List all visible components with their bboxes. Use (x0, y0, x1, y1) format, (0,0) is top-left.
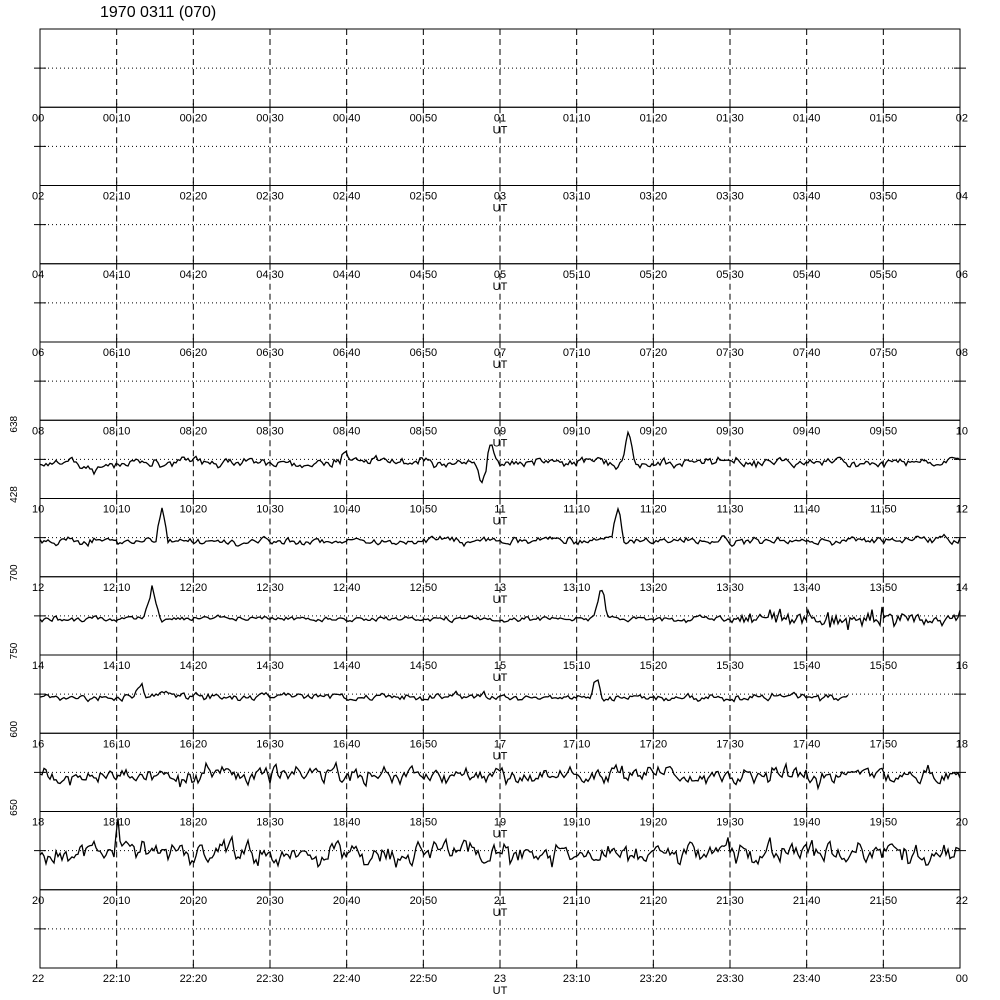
tick-label: 23:20 (639, 973, 668, 985)
tick-label: 02 (955, 112, 968, 125)
tick-label: 15:10 (562, 660, 591, 672)
tick-label: 09:20 (639, 425, 668, 438)
tick-label: 15:40 (792, 660, 821, 672)
tick-label: 06:40 (332, 347, 361, 359)
tick-label: 05:10 (562, 268, 591, 281)
tick-label: 19:40 (792, 816, 821, 829)
tick-label: 09:40 (792, 425, 821, 438)
tick-label: 02:20 (179, 190, 208, 203)
xaxis-label: UT (492, 124, 508, 137)
tick-label: 05:20 (639, 268, 668, 281)
tick-label: 03:50 (869, 190, 898, 203)
tick-label: 12:30 (256, 581, 284, 594)
tick-label: 00:50 (409, 112, 438, 125)
tick-label: 06:20 (179, 347, 208, 359)
tick-label: 08 (955, 347, 968, 359)
tick-label: 12 (955, 503, 968, 516)
tick-label: 20:50 (409, 894, 438, 907)
xaxis-label: UT (492, 906, 508, 919)
tick-label: 11 (494, 503, 506, 516)
tick-label: 07:10 (562, 347, 591, 359)
tick-label: 22:10 (102, 973, 131, 985)
tick-label: 16 (955, 660, 968, 672)
tick-label: 12:50 (409, 581, 438, 594)
tick-label: 20:40 (332, 894, 361, 907)
tick-label: 08:50 (409, 425, 438, 438)
tick-label: 23 (493, 973, 507, 985)
tick-label: 19:50 (869, 816, 898, 829)
tick-label: 01 (493, 112, 507, 125)
tick-label: 22 (32, 973, 45, 985)
tick-label: 04:40 (332, 268, 361, 281)
tick-label: 01:50 (869, 112, 898, 125)
tick-label: 02:40 (332, 190, 361, 203)
xaxis-label: UT (492, 985, 508, 997)
tick-label: 21:10 (562, 894, 591, 907)
tick-label: 20:20 (179, 894, 208, 907)
tick-label: 15:50 (869, 660, 898, 672)
tick-label: 03 (493, 190, 507, 203)
ytick-label: 700 (9, 564, 20, 582)
tick-label: 05:30 (716, 268, 744, 281)
tick-label: 02:50 (409, 190, 438, 203)
tick-label: 23:50 (869, 973, 898, 985)
tick-label: 22:30 (256, 973, 284, 985)
tick-label: 01:30 (716, 112, 744, 125)
tick-label: 09:50 (869, 425, 898, 438)
tick-label: 18:40 (332, 816, 361, 829)
tick-label: 11:30 (716, 503, 744, 516)
xaxis-label: UT (492, 672, 508, 684)
xaxis-label: UT (492, 750, 508, 763)
xaxis-label: UT (492, 593, 508, 606)
tick-label: 17:50 (869, 738, 898, 751)
tick-label: 08:40 (332, 425, 361, 438)
xaxis-label: UT (492, 515, 508, 528)
tick-label: 11:40 (793, 503, 821, 516)
tick-label: 06:10 (102, 347, 131, 359)
tick-label: 02 (32, 190, 45, 203)
tick-label: 20 (32, 894, 45, 907)
tick-label: 16:40 (332, 738, 361, 751)
tick-label: 00:40 (332, 112, 361, 125)
tick-label: 04 (32, 268, 45, 281)
tick-label: 19:10 (562, 816, 591, 829)
data-series-trace (40, 680, 848, 701)
tick-label: 16:30 (256, 738, 284, 751)
tick-label: 10 (955, 425, 968, 438)
tick-label: 02:30 (256, 190, 284, 203)
tick-label: 16:10 (102, 738, 131, 751)
tick-label: 11:10 (563, 503, 591, 516)
tick-label: 00 (32, 112, 45, 125)
tick-label: 22:20 (179, 973, 208, 985)
tick-label: 06:50 (409, 347, 438, 359)
ytick-label: 750 (9, 642, 20, 660)
tick-label: 17:10 (562, 738, 591, 751)
tick-label: 15:30 (716, 660, 744, 672)
tick-label: 02:10 (102, 190, 131, 203)
tick-label: 01:20 (639, 112, 668, 125)
tick-label: 09:10 (562, 425, 591, 438)
xaxis-label: UT (492, 828, 508, 841)
tick-label: 08:20 (179, 425, 208, 438)
tick-label: 07:40 (792, 347, 821, 359)
ytick-label: 650 (9, 799, 20, 816)
tick-label: 13:40 (792, 581, 821, 594)
tick-label: 21:20 (639, 894, 668, 907)
tick-label: 14:30 (256, 660, 284, 672)
tick-label: 14 (32, 660, 45, 672)
tick-label: 15 (493, 660, 507, 672)
tick-label: 17:40 (792, 738, 821, 751)
tick-label: 11:20 (639, 503, 667, 516)
tick-label: 10:20 (179, 503, 208, 516)
tick-label: 21:50 (869, 894, 898, 907)
tick-label: 03:30 (716, 190, 744, 203)
tick-label: 18:30 (256, 816, 284, 829)
tick-label: 13:30 (716, 581, 744, 594)
tick-label: 14:20 (179, 660, 208, 672)
tick-label: 12:20 (179, 581, 208, 594)
tick-label: 23:40 (792, 973, 821, 985)
tick-label: 07:20 (639, 347, 668, 359)
tick-label: 04:50 (409, 268, 438, 281)
tick-label: 19 (493, 816, 507, 829)
xaxis-label: UT (492, 202, 508, 215)
tick-label: 01:40 (792, 112, 821, 125)
tick-label: 19:30 (716, 816, 744, 829)
tick-label: 05:40 (792, 268, 821, 281)
tick-label: 00 (955, 973, 968, 985)
tick-label: 23:30 (716, 973, 744, 985)
tick-label: 05:50 (869, 268, 898, 281)
tick-label: 18:10 (102, 816, 131, 829)
tick-label: 10:10 (102, 503, 131, 516)
tick-label: 19:20 (639, 816, 668, 829)
tick-label: 14:50 (409, 660, 438, 672)
tick-label: 08:30 (256, 425, 284, 438)
tick-label: 04:30 (256, 268, 284, 281)
xaxis-label: UT (492, 280, 508, 293)
tick-label: 22:40 (332, 973, 361, 985)
tick-label: 07 (493, 347, 507, 359)
tick-label: 08:10 (102, 425, 131, 438)
tick-label: 03:40 (792, 190, 821, 203)
tick-label: 12 (32, 581, 45, 594)
chart-title: 1970 0311 (070) (100, 4, 217, 21)
tick-label: 20 (955, 816, 968, 829)
tick-label: 06:30 (256, 347, 284, 359)
tick-label: 21 (493, 894, 507, 907)
tick-label: 04:20 (179, 268, 208, 281)
tick-label: 12:40 (332, 581, 361, 594)
tick-label: 14:40 (332, 660, 361, 672)
tick-label: 21:40 (792, 894, 821, 907)
tick-label: 10:30 (256, 503, 284, 516)
tick-label: 15:20 (639, 660, 668, 672)
tick-label: 04:10 (102, 268, 131, 281)
ytick-label: 600 (9, 720, 20, 738)
tick-label: 18 (955, 738, 968, 751)
tick-label: 04 (955, 190, 968, 203)
tick-label: 00:10 (102, 112, 131, 125)
tick-label: 09 (493, 425, 507, 438)
tick-label: 10 (32, 503, 45, 516)
tick-label: 20:30 (256, 894, 284, 907)
tick-label: 12:10 (102, 581, 131, 594)
tick-label: 16:20 (179, 738, 208, 751)
tick-label: 07:50 (869, 347, 898, 359)
tick-label: 10:40 (332, 503, 361, 516)
tick-label: 14:10 (102, 660, 131, 672)
tick-label: 22:50 (409, 973, 438, 985)
tick-label: 07:30 (716, 347, 744, 359)
tick-label: 14 (955, 581, 968, 594)
tick-label: 17:20 (639, 738, 668, 751)
tick-label: 06 (32, 347, 45, 359)
tick-label: 00:20 (179, 112, 208, 125)
ytick-label: 428 (9, 486, 20, 503)
tick-label: 18 (32, 816, 45, 829)
tick-label: 03:20 (639, 190, 668, 203)
tick-label: 17:30 (716, 738, 744, 751)
tick-label: 03:10 (562, 190, 591, 203)
tick-label: 18:50 (409, 816, 438, 829)
tick-label: 00:30 (256, 112, 284, 125)
tick-label: 08 (32, 425, 45, 438)
xaxis-label: UT (492, 437, 508, 450)
tick-label: 13 (493, 581, 507, 594)
tick-label: 18:20 (179, 816, 208, 829)
tick-label: 09:30 (716, 425, 744, 438)
tick-label: 13:10 (562, 581, 591, 594)
tick-label: 20:10 (102, 894, 131, 907)
xaxis-label: UT (492, 359, 508, 371)
tick-label: 10:50 (409, 503, 438, 516)
tick-label: 22 (955, 894, 968, 907)
tick-label: 05 (493, 268, 507, 281)
tick-label: 01:10 (562, 112, 591, 125)
tick-label: 13:50 (869, 581, 898, 594)
tick-label: 16 (32, 738, 45, 751)
tick-label: 16:50 (409, 738, 438, 751)
tick-label: 13:20 (639, 581, 668, 594)
tick-label: 21:30 (716, 894, 744, 907)
tick-label: 11:50 (869, 503, 897, 516)
ytick-label: 638 (9, 415, 20, 433)
tick-label: 06 (955, 268, 968, 281)
tick-label: 17 (493, 738, 507, 751)
tick-label: 23:10 (562, 973, 591, 985)
